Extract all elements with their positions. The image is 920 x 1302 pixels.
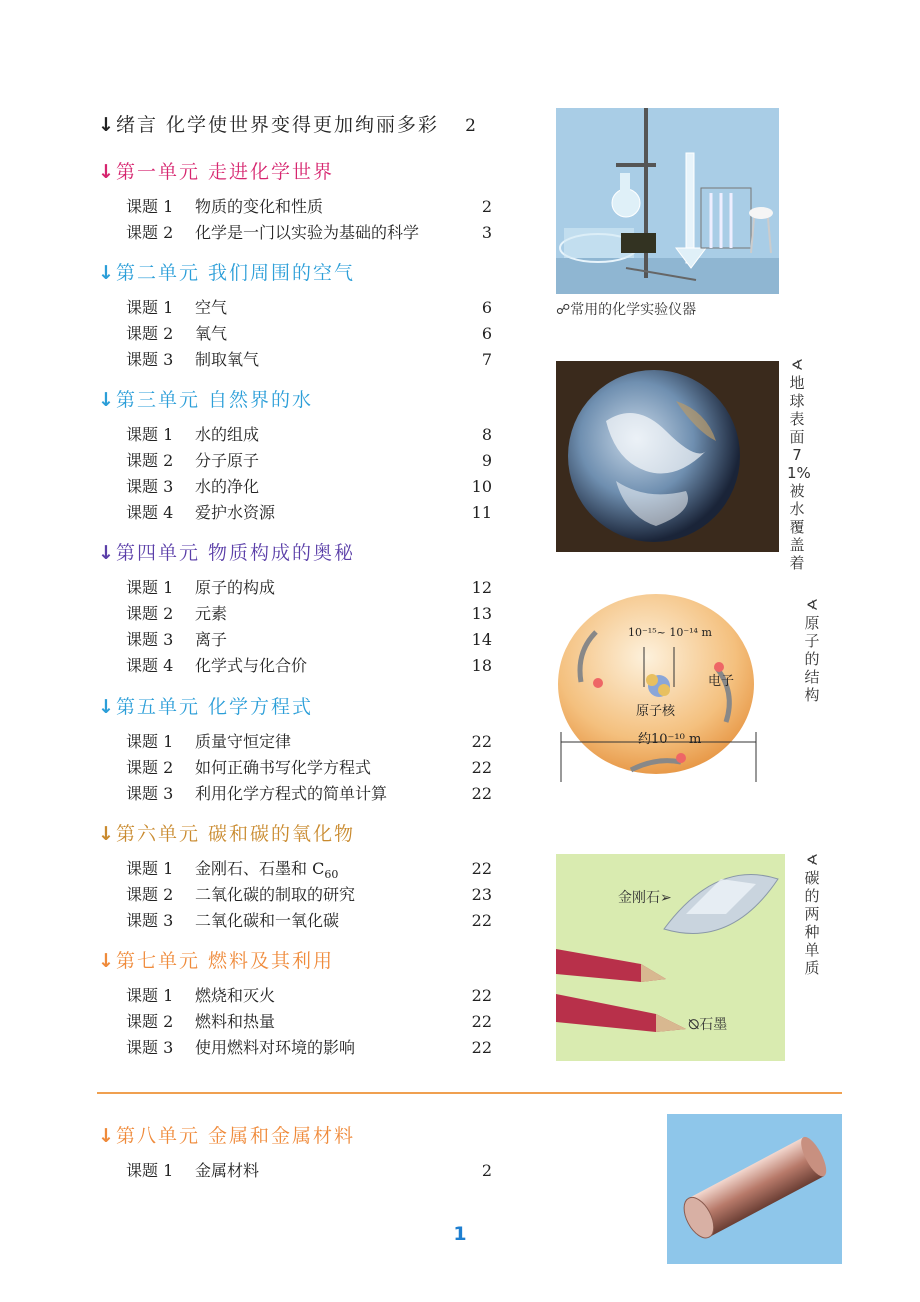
toc-item[interactable] (126, 577, 492, 599)
item-page: 6 (481, 324, 492, 343)
item-code: 课题 3 (126, 350, 174, 369)
metal-rod-image (667, 1114, 842, 1264)
item-code: 课题 2 (126, 223, 174, 242)
earth-caption-text: 地球表面71%被水覆盖着 (787, 374, 811, 572)
toc-item[interactable] (126, 910, 492, 932)
unit-title: 第六单元 碳和碳的氧化物 (116, 823, 356, 845)
unit-title: 第一单元 走进化学世界 (116, 161, 335, 183)
toc-item[interactable] (126, 783, 492, 805)
toc-item[interactable] (126, 731, 492, 753)
pointer-icon: ☍ (556, 302, 571, 318)
item-page: 22 (471, 986, 492, 1005)
item-name: 离子 (195, 630, 228, 649)
item-code: 课题 1 (126, 425, 174, 444)
item-subscript: 60 (324, 868, 339, 882)
toc-item[interactable] (126, 196, 492, 218)
item-page: 22 (471, 1038, 492, 1057)
item-page: 6 (481, 298, 492, 317)
unit-7-heading[interactable] (98, 946, 334, 973)
item-code: 课题 1 (126, 298, 174, 317)
arrow-down-icon: ↓ (98, 389, 114, 411)
item-code: 课题 3 (126, 1038, 174, 1057)
earth-image (556, 361, 779, 552)
toc-item[interactable] (126, 424, 492, 446)
toc-item[interactable] (126, 603, 492, 625)
arrow-down-icon: ↓ (98, 262, 114, 284)
item-page: 9 (481, 451, 492, 470)
item-name: 二氧化碳的制取的研究 (195, 885, 356, 904)
unit-1-heading[interactable] (98, 157, 334, 184)
item-code: 课题 2 (126, 451, 174, 470)
unit-title: 第二单元 我们周围的空气 (116, 262, 356, 284)
toc-item[interactable] (126, 655, 492, 677)
item-page: 22 (471, 911, 492, 930)
item-name: 利用化学方程式的简单计算 (195, 784, 388, 803)
item-code: 课题 1 (126, 732, 174, 751)
item-page: 8 (481, 425, 492, 444)
item-name: 爱护水资源 (195, 503, 276, 522)
item-page: 7 (481, 350, 492, 369)
item-page: 22 (471, 1012, 492, 1031)
earth-caption (787, 356, 811, 572)
toc-item[interactable] (126, 502, 492, 524)
lab-caption (556, 299, 696, 319)
toc-item[interactable] (126, 1037, 492, 1059)
item-name: 元素 (195, 604, 228, 623)
item-code: 课题 4 (126, 656, 174, 675)
toc-item[interactable] (126, 1160, 492, 1182)
item-code: 课题 1 (126, 986, 174, 1005)
unit-3-heading[interactable] (98, 385, 313, 412)
atom-dim-atom: 约10⁻¹⁰ m (638, 732, 702, 747)
arrow-down-icon: ↓ (98, 161, 114, 183)
item-name: 水的净化 (195, 477, 260, 496)
item-page: 2 (481, 1161, 492, 1180)
lab-instruments-image (556, 108, 779, 294)
toc-item[interactable] (126, 323, 492, 345)
lab-caption-text: 常用的化学实验仪器 (570, 302, 697, 318)
item-code: 课题 1 (126, 197, 174, 216)
item-page: 23 (471, 885, 492, 904)
item-page: 13 (471, 604, 492, 623)
item-page: 22 (471, 758, 492, 777)
unit-title: 第五单元 化学方程式 (116, 696, 314, 718)
toc-item[interactable] (126, 222, 492, 244)
item-name: 使用燃料对环境的影响 (195, 1038, 356, 1057)
item-code: 课题 2 (126, 324, 174, 343)
toc-item[interactable] (126, 629, 492, 651)
item-name: 金属材料 (195, 1161, 260, 1180)
item-name: 化学式与化合价 (195, 656, 308, 675)
item-name: 物质的变化和性质 (195, 197, 324, 216)
unit-title: 第四单元 物质构成的奥秘 (116, 542, 356, 564)
item-page: 3 (481, 223, 492, 242)
pointer-icon: ⦰ (688, 1017, 700, 1033)
atom-caption (802, 596, 822, 704)
arrow-down-icon: ↓ (98, 114, 114, 136)
unit-8-heading[interactable] (98, 1121, 355, 1148)
unit-2-heading[interactable] (98, 258, 355, 285)
item-page: 22 (471, 784, 492, 803)
item-code: 课题 2 (126, 758, 174, 777)
toc-item[interactable] (126, 450, 492, 472)
diamond-label (618, 887, 672, 907)
arrow-down-icon: ↓ (98, 950, 114, 972)
item-page: 11 (471, 503, 492, 522)
unit-5-heading[interactable] (98, 692, 313, 719)
carbon-allotropes-image (556, 854, 785, 1061)
toc-item[interactable] (126, 757, 492, 779)
intro-heading[interactable] (98, 110, 478, 137)
unit-6-heading[interactable] (98, 819, 355, 846)
item-code: 课题 2 (126, 604, 174, 623)
item-code: 课题 2 (126, 885, 174, 904)
item-name: 空气 (195, 298, 228, 317)
arrow-down-icon: ↓ (98, 696, 114, 718)
toc-item[interactable] (126, 1011, 492, 1033)
item-code: 课题 1 (126, 578, 174, 597)
item-code: 课题 4 (126, 503, 174, 522)
item-name: 化学是一门以实验为基础的科学 (195, 223, 420, 242)
item-name: 水的组成 (195, 425, 260, 444)
arrow-down-icon: ↓ (98, 823, 114, 845)
item-name: 质量守恒定律 (195, 732, 292, 751)
item-name: 制取氧气 (195, 350, 260, 369)
unit-title: 第七单元 燃料及其利用 (116, 950, 335, 972)
toc-item[interactable] (126, 985, 492, 1007)
atom-electron-label: 电子 (708, 674, 735, 689)
atom-caption-text: 原子的结构 (804, 614, 820, 704)
item-code: 课题 2 (126, 1012, 174, 1031)
carbon-caption-text: 碳的两种单质 (804, 869, 820, 977)
toc-item[interactable] (126, 349, 492, 371)
item-page: 18 (471, 656, 492, 675)
item-code: 课题 3 (126, 784, 174, 803)
item-code: 课题 1 (126, 859, 174, 878)
pointer-icon: ∢ (805, 596, 819, 614)
item-code: 课题 3 (126, 630, 174, 649)
item-page: 22 (471, 859, 492, 878)
atom-nucleus-label: 原子核 (636, 704, 676, 719)
item-name: 氧气 (195, 324, 228, 343)
item-name: 分子原子 (195, 451, 260, 470)
item-page: 12 (471, 578, 492, 597)
intro-title: 绪言 化学使世界变得更加绚丽多彩 (116, 114, 440, 136)
item-page: 2 (481, 197, 492, 216)
pointer-icon: ∢ (805, 851, 819, 869)
toc-item[interactable] (126, 884, 492, 906)
graphite-label (688, 1014, 727, 1034)
item-code: 课题 3 (126, 477, 174, 496)
atom-dim-nucleus: 10⁻¹⁵~ 10⁻¹⁴ m (628, 626, 712, 639)
atom-structure-image (556, 592, 781, 782)
item-page: 10 (471, 477, 492, 496)
section-divider (97, 1092, 842, 1094)
toc-item[interactable] (126, 297, 492, 319)
diamond-label-text: 金刚石 (618, 890, 660, 906)
carbon-caption (802, 851, 822, 977)
item-name: 燃烧和灭火 (195, 986, 276, 1005)
unit-title: 第八单元 金属和金属材料 (116, 1125, 356, 1147)
item-name: 燃料和热量 (195, 1012, 276, 1031)
arrow-down-icon: ↓ (98, 542, 114, 564)
pointer-icon: ∢ (790, 356, 804, 374)
arrow-down-icon: ↓ (98, 1125, 114, 1147)
item-name: 二氧化碳和一氧化碳 (195, 911, 340, 930)
item-page: 22 (471, 732, 492, 751)
toc-item[interactable] (126, 476, 492, 498)
pointer-icon: ➢ (660, 890, 672, 906)
item-name: 金刚石、石墨和 C (195, 859, 325, 878)
intro-page: 2 (465, 116, 478, 136)
unit-4-heading[interactable] (98, 538, 355, 565)
item-name: 如何正确书写化学方程式 (195, 758, 372, 777)
item-code: 课题 3 (126, 911, 174, 930)
item-page: 14 (471, 630, 492, 649)
unit-title: 第三单元 自然界的水 (116, 389, 314, 411)
item-code: 课题 1 (126, 1161, 174, 1180)
page-number: 1 (453, 1223, 467, 1245)
item-name: 原子的构成 (195, 578, 276, 597)
toc-item[interactable] (126, 858, 492, 880)
graphite-label-text: 石墨 (699, 1017, 728, 1033)
